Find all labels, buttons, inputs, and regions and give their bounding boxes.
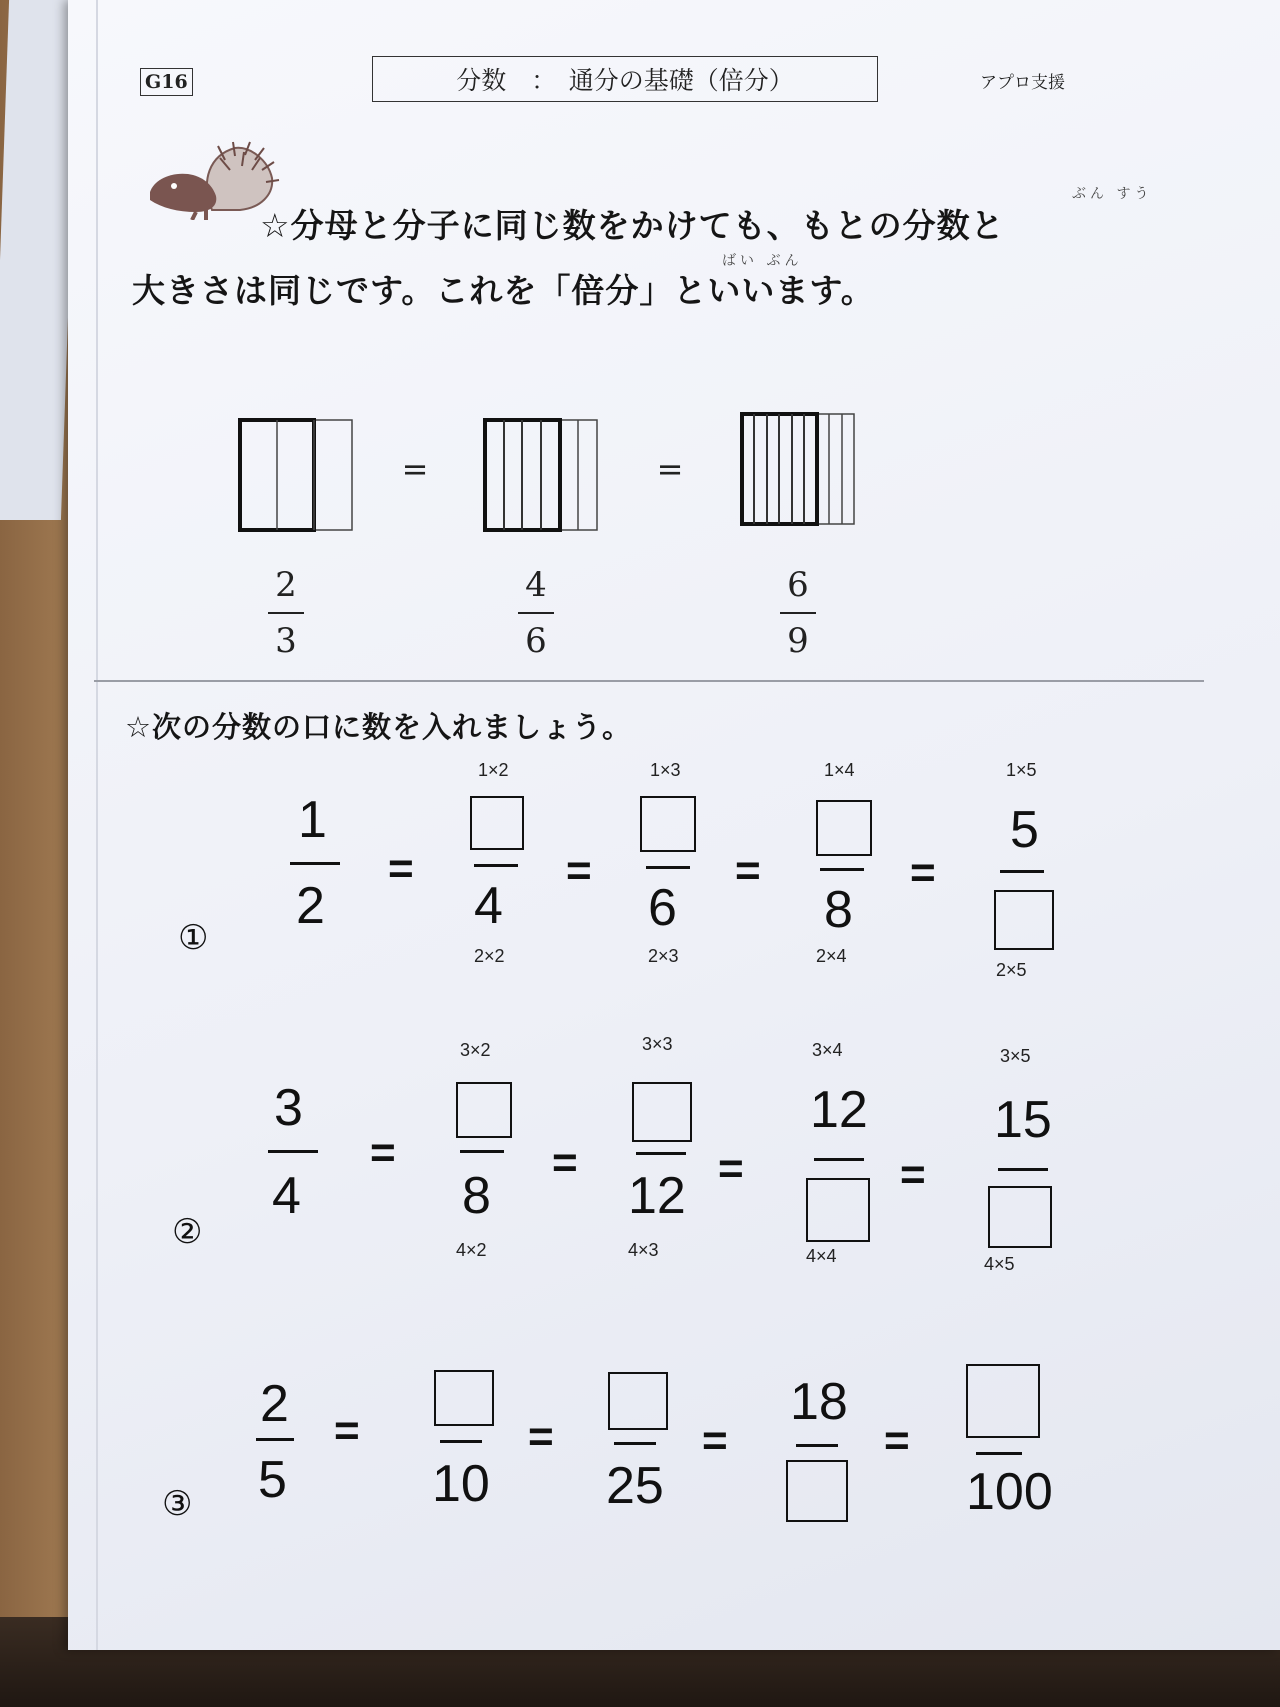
equals-sign: = [884,1416,910,1465]
denominator: 100 [966,1463,1053,1521]
furigana-bunsu: ぶん すう [1072,186,1153,202]
denominator: 10 [432,1455,490,1513]
problem-number: ③ [162,1485,193,1523]
answer-box[interactable] [434,1370,494,1426]
denominator: 4 [474,877,503,935]
equals-sign: = [718,1144,744,1193]
start-denominator: 5 [258,1451,287,1509]
multiplier-bottom: 2×5 [996,960,1027,980]
fraction-line [814,1158,864,1161]
fraction-line [460,1150,504,1153]
worksheet-code: G16 [140,68,193,96]
fraction-line [796,1444,838,1447]
fraction-line [780,612,816,614]
answer-box[interactable] [608,1372,668,1430]
multiplier-bottom: 4×5 [984,1254,1015,1274]
furigana-baibun: ばい ぶん [722,253,803,269]
equals-sign: = [334,1406,360,1455]
fraction-line [1000,870,1044,873]
multiplier-top: 1×5 [1006,760,1037,780]
answer-box[interactable] [456,1082,512,1138]
start-numerator: 2 [260,1375,289,1433]
fraction-line [614,1442,656,1445]
denominator: 6 [648,879,677,937]
fraction-line [268,612,304,614]
fraction-line [820,868,864,871]
fraction-denominator: 3 [275,621,297,661]
example-fraction-1 [268,566,304,660]
denominator: 25 [606,1457,664,1515]
multiplier-bottom: 4×3 [628,1240,659,1260]
fraction-line [998,1168,1048,1171]
fraction-line [976,1452,1022,1455]
answer-box[interactable] [786,1460,848,1522]
exercise-instruction: ☆次の分数の口に数を入れましょう。 [125,710,632,744]
answer-box[interactable] [806,1178,870,1242]
numerator: 5 [1010,801,1039,859]
bar-two-thirds [240,420,352,530]
fraction-line [518,612,554,614]
equals-sign: = [528,1412,554,1461]
fraction-denominator: 6 [525,621,547,661]
numerator: 12 [810,1081,868,1139]
answer-box[interactable] [632,1082,692,1142]
start-numerator: 1 [298,791,327,849]
fraction-numerator: 6 [787,565,809,605]
answer-box[interactable] [988,1186,1052,1248]
stacked-paper-edge [96,0,98,1650]
publisher-name: アプロ支援 [980,73,1065,93]
multiplier-top: 3×3 [642,1034,673,1054]
answer-box[interactable] [470,796,524,850]
answer-box[interactable] [640,796,696,852]
problem-number: ① [178,919,209,957]
answer-box[interactable] [994,890,1054,950]
fraction-line [646,866,690,869]
diagram-equals-2: = [656,450,684,488]
bar-four-sixths [485,420,597,530]
intro-text-line1: ☆分母と分子に同じ数をかけても、もとの分数と [260,206,1005,245]
diagram-equals-1: = [401,450,429,488]
numerator: 18 [790,1373,848,1431]
denominator: 8 [462,1167,491,1225]
fraction-line [440,1440,482,1443]
equals-sign: = [552,1138,578,1187]
fraction-line [636,1152,686,1155]
numerator: 15 [994,1091,1052,1149]
fraction-numerator: 4 [525,565,547,605]
problem-number: ② [172,1213,203,1251]
fraction-line [268,1150,318,1153]
worksheet-title [372,56,878,102]
section-divider [94,680,1204,682]
example-fraction-2 [518,566,554,660]
start-numerator: 3 [274,1079,303,1137]
multiplier-top: 3×5 [1000,1046,1031,1066]
equals-sign: = [388,844,414,893]
hedgehog-mascot-icon [140,140,280,220]
multiplier-bottom: 2×3 [648,946,679,966]
example-fraction-3 [780,566,816,660]
denominator: 8 [824,881,853,939]
multiplier-top: 1×4 [824,760,855,780]
multiplier-bottom: 4×4 [806,1246,837,1266]
multiplier-top: 1×3 [650,760,681,780]
equals-sign: = [702,1416,728,1465]
fraction-line [290,862,340,865]
fraction-bar-diagram [150,380,910,540]
fraction-numerator: 2 [275,565,297,605]
answer-box[interactable] [816,800,872,856]
multiplier-top: 3×2 [460,1040,491,1060]
answer-box[interactable] [966,1364,1040,1438]
multiplier-bottom: 2×4 [816,946,847,966]
intro-text-line2: 大きさは同じです。これを「倍分」といいます。 [132,271,875,310]
fraction-denominator: 9 [787,621,809,661]
equals-sign: = [900,1150,926,1199]
start-denominator: 2 [296,877,325,935]
multiplier-bottom: 4×2 [456,1240,487,1260]
multiplier-bottom: 2×2 [474,946,505,966]
equals-sign: = [370,1128,396,1177]
equals-sign: = [735,846,761,895]
multiplier-top: 1×2 [478,760,509,780]
denominator: 12 [628,1167,686,1225]
bar-six-ninths [742,414,854,524]
worksheet-title-text: 分数 ： 通分の基礎（倍分） [456,66,794,95]
equals-sign: = [910,848,936,897]
fraction-line [474,864,518,867]
start-denominator: 4 [272,1167,301,1225]
fraction-line [256,1438,294,1441]
equals-sign: = [566,846,592,895]
multiplier-top: 3×4 [812,1040,843,1060]
